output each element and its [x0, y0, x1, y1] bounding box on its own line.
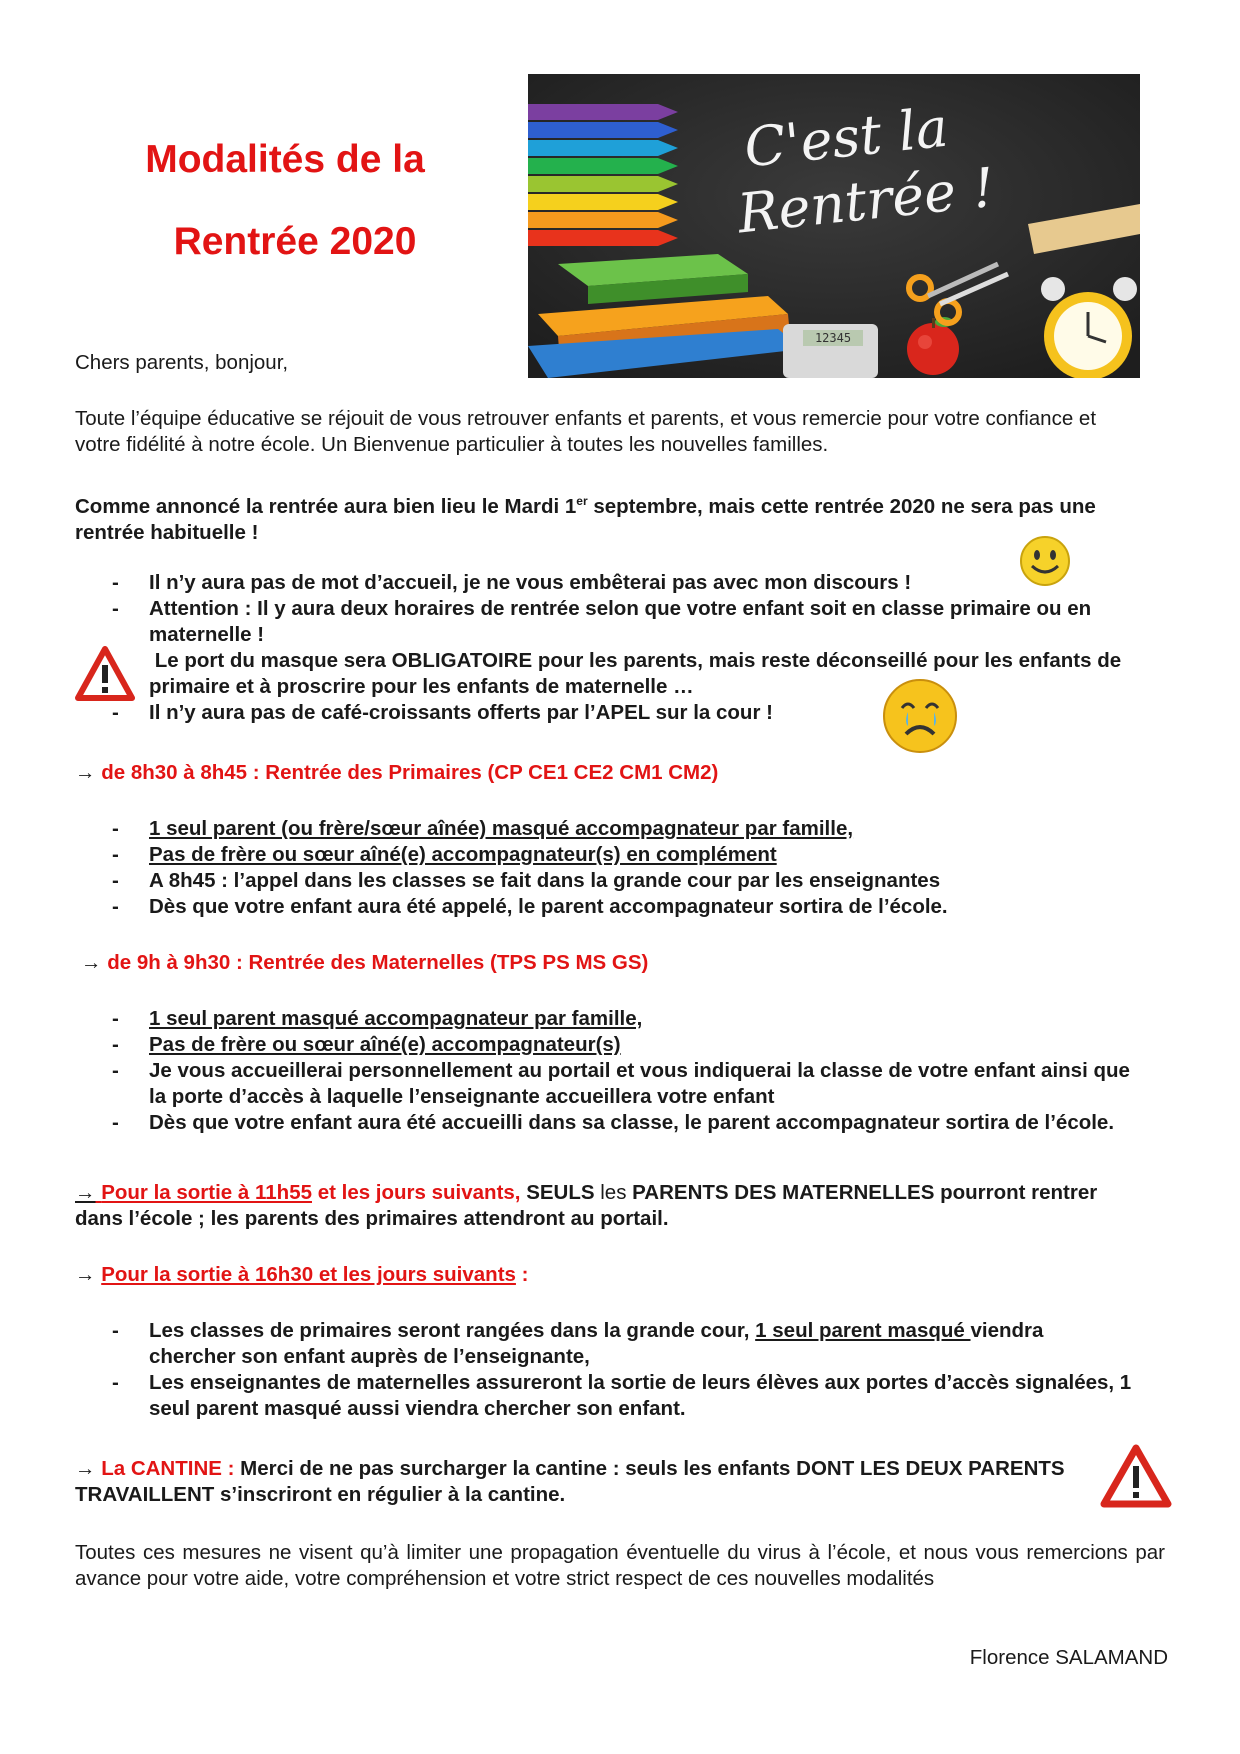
sortie-1155-s4: pourront rentrer dans l’école ; les parents des primaires attendront au portail.: [75, 1181, 1098, 1230]
sortie-1155-s1: SEULS: [520, 1181, 595, 1204]
svg-text:12345: 12345: [814, 331, 852, 345]
maternelles-item: - 1 seul parent masqué accompagnateur par famille,: [75, 1006, 1135, 1032]
alarm-clock: [1041, 277, 1137, 378]
page-title-line2: Rentrée 2020: [173, 220, 417, 263]
primaires-heading-text: de 8h30 à 8h45 : Rentrée des Primaires (CP CE1 CE2 CM1 CM2): [101, 761, 719, 784]
maternelles-heading: [81, 950, 648, 976]
page-title-line1: Modalités de la: [145, 138, 425, 181]
sortie-1155-link-text: Pour la sortie à 11h55: [101, 1181, 312, 1204]
sortie-1155-link[interactable]: [96, 1181, 313, 1204]
maternelles-item: - Je vous accueillerai personnellement au portail et vous indiquerai la classe de votre enfant ainsi que la porte d’accès à laquelle l’enseignante accueillera votre enfant: [75, 1058, 1135, 1110]
primaires-item: - Dès que votre enfant aura été appelé, le parent accompagnateur sortira de l’école.: [75, 894, 1135, 920]
cantine-label: La CANTINE :: [101, 1457, 235, 1480]
primaires-item: - 1 seul parent (ou frère/sœur aînée) masqué accompagnateur par famille,: [75, 816, 1135, 842]
arrow-icon: →: [75, 761, 96, 784]
rentree-banner-image: [528, 74, 1140, 378]
cantine-text: s’inscriront en régulier à la cantine.: [214, 1483, 566, 1506]
notes-item: - Il n’y aura pas de mot d’accueil, je ne vous embêterai pas avec mon discours !: [75, 570, 1135, 596]
warning-icon: [75, 646, 135, 702]
signature: Florence SALAMAND: [969, 1646, 1168, 1669]
calculator: [783, 324, 878, 378]
banner-chalk-line2: Rentrée !: [734, 155, 998, 246]
sortie-1630-item-text: viendra chercher son enfant auprès de l’enseignante,: [149, 1319, 1044, 1368]
sortie-1630-item: [75, 1318, 1135, 1370]
cantine-paragraph: [75, 1456, 1095, 1508]
sortie-1630-item: - Les enseignantes de maternelles assureront la sortie de leurs élèves aux portes d’accès signalées, 1 seul parent masqué aussi viendra chercher son enfant.: [75, 1370, 1135, 1422]
arrow-icon: →: [75, 1457, 96, 1480]
announce-text-after: septembre, mais cette rentrée 2020 ne sera pas une rentrée habituelle !: [75, 494, 1096, 544]
announce-paragraph: [75, 488, 1145, 546]
sortie-1630-colon: :: [515, 1263, 529, 1286]
chalkboard-illustration: [528, 74, 1140, 378]
sortie-1155-paragraph: [75, 1180, 1145, 1232]
primaires-heading: [75, 760, 718, 786]
sortie-1630-heading: [75, 1262, 528, 1288]
sortie-1630-list: [75, 1318, 1135, 1422]
maternelles-list: [75, 1006, 1135, 1136]
mask-note: [75, 648, 1135, 700]
notes-item: - Attention : Il y aura deux horaires de rentrée selon que votre enfant soit en classe primaire ou en maternelle !: [75, 596, 1135, 648]
sortie-1155-s2: les: [594, 1181, 633, 1204]
mask-note-strong: OBLIGATOIRE: [391, 649, 533, 672]
arrow-icon: →: [81, 951, 102, 974]
announce-sup: er: [576, 494, 588, 508]
arrow-icon: →: [75, 1181, 96, 1204]
closing-paragraph: Toutes ces mesures ne visent qu’à limiter une propagation éventuelle du virus à l’école, et nous vous remercions par avance pour votre aide, votre compréhension et votre strict respect de ces nouvelles modalités: [75, 1541, 1165, 1590]
intro-paragraph: Toute l’équipe éducative se réjouit de vous retrouver enfants et parents, et vous remercie pour votre confiance et votre fidélité à notre école. Un Bienvenue particulier à toutes les nouvelles familles.: [75, 407, 1097, 456]
maternelles-item: - Pas de frère ou sœur aîné(e) accompagnateur(s): [75, 1032, 1135, 1058]
sortie-1155-s3: PARENTS DES MATERNELLES: [632, 1181, 935, 1204]
sortie-1630-item-text: Les classes de primaires seront rangées dans la grande cour,: [149, 1319, 756, 1342]
cantine-strong: DONT LES DEUX PARENTS TRAVAILLENT: [75, 1457, 1065, 1506]
greeting: Chers parents, bonjour,: [75, 351, 289, 374]
primaires-item: - A 8h45 : l’appel dans les classes se fait dans la grande cour par les enseignantes: [75, 868, 1135, 894]
maternelles-item: - Dès que votre enfant aura été accueilli dans sa classe, le parent accompagnateur sortira de l’école.: [75, 1110, 1135, 1136]
cantine-text: Merci de ne pas surcharger la cantine : seuls les enfants: [234, 1457, 797, 1480]
sortie-1630-link[interactable]: Pour la sortie à 16h30 et les jours suivants: [101, 1263, 516, 1286]
notes-item: - Il n’y aura pas de café-croissants offerts par l’APEL sur la cour !: [75, 700, 1135, 726]
primaires-list: [75, 816, 1135, 920]
banner-chalk-line1: C'est la: [741, 95, 951, 180]
mask-note-before: Le port du masque sera: [154, 649, 392, 672]
announce-text-before: Comme annoncé la rentrée aura bien lieu le Mardi 1: [75, 494, 577, 518]
arrow-icon: →: [75, 1263, 96, 1286]
warning-icon: [1100, 1444, 1172, 1510]
notes-list: [75, 570, 1135, 726]
maternelles-heading-text: de 9h à 9h30 : Rentrée des Maternelles (TPS PS MS GS): [107, 951, 649, 974]
primaires-item: - Pas de frère ou sœur aîné(e) accompagnateur(s) en complément: [75, 842, 1135, 868]
sad-face-icon: [880, 672, 960, 756]
sortie-1155-red-text: et les jours suivants,: [312, 1181, 521, 1204]
sortie-1630-item-underlined: 1 seul parent masqué: [755, 1319, 971, 1342]
mask-note-after: pour les parents, mais reste déconseillé pour les enfants de primaire et à proscrire pour les enfants de maternelle …: [149, 649, 1122, 698]
